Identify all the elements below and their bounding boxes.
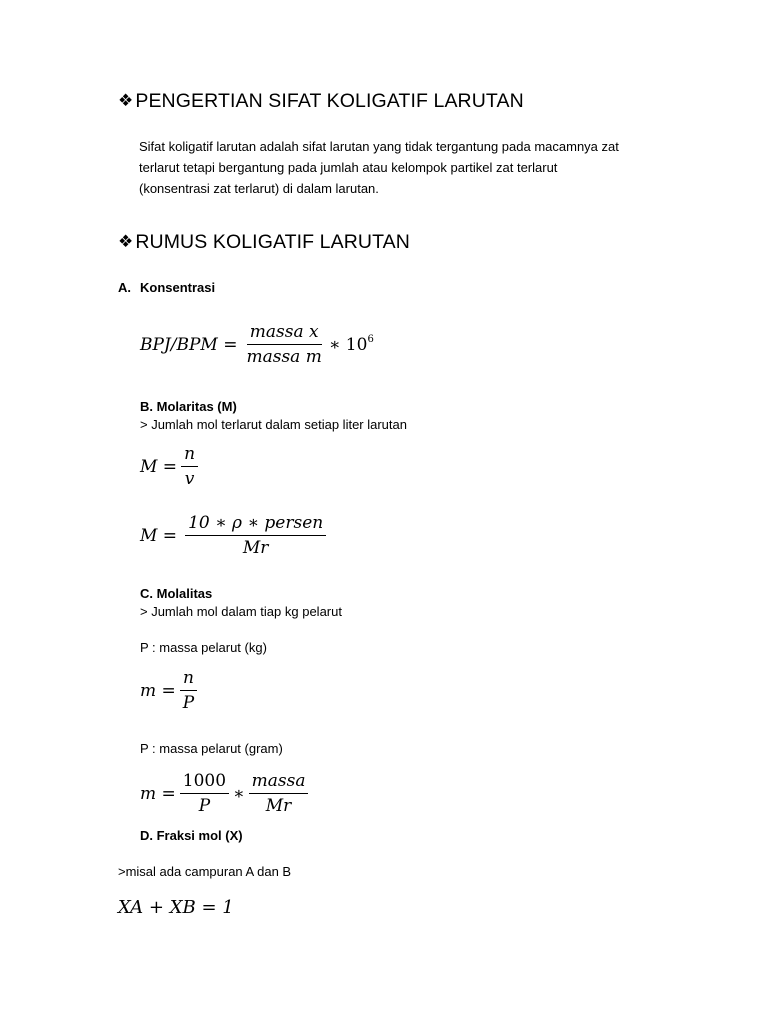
formula-molaritas-1 — [140, 444, 202, 489]
subheading-konsentrasi — [118, 280, 215, 295]
fraction — [249, 771, 309, 816]
denominator: v — [184, 469, 195, 489]
subheading-fraksi-mol: D. Fraksi mol (X) — [140, 828, 243, 843]
fraction — [181, 444, 198, 489]
list-letter: A. — [118, 280, 131, 295]
diamond-bullet-icon: ❖ — [118, 91, 134, 110]
subheading-text: Konsentrasi — [140, 280, 216, 295]
denominator: massa m — [246, 347, 322, 367]
subheading-molalitas: C. Molalitas — [140, 586, 213, 601]
definition-line: terlarut tetapi bergantung pada jumlah atau kelompok partikel zat terlarut — [139, 160, 558, 175]
numerator: 1000 — [180, 771, 229, 794]
fraction — [185, 513, 326, 558]
definition-paragraph — [139, 136, 619, 199]
formula-lhs: M = — [140, 525, 178, 546]
diamond-bullet-icon: ❖ — [118, 232, 134, 251]
formula-lhs: BPJ/BPM = — [140, 334, 238, 355]
numerator: 10 ∗ ρ ∗ persen — [185, 513, 326, 536]
subheading-molaritas: B. Molaritas (M) — [140, 399, 237, 414]
exponent: 6 — [367, 334, 374, 345]
denominator: P — [182, 693, 195, 713]
numerator: massa — [249, 771, 309, 794]
section-heading-pengertian — [118, 90, 524, 113]
denominator: Mr — [265, 796, 292, 816]
denominator: Mr — [242, 538, 269, 558]
molalitas-description: > Jumlah mol dalam tiap kg pelarut — [140, 604, 342, 619]
formula-lhs: m = — [140, 783, 176, 804]
formula-molaritas-2 — [140, 513, 330, 558]
definition-line: Sifat koligatif larutan adalah sifat larutan yang tidak tergantung pada macamnya zat — [139, 139, 619, 154]
formula-lhs: M = — [140, 456, 178, 477]
fraction — [243, 322, 324, 367]
section-title: RUMUS KOLIGATIF LARUTAN — [135, 231, 410, 253]
pelarut-kg-note: P : massa pelarut (kg) — [140, 640, 267, 655]
molaritas-description: > Jumlah mol terlarut dalam setiap liter larutan — [140, 417, 407, 432]
fraction — [180, 668, 197, 713]
numerator: massa x — [247, 322, 322, 345]
fraction — [180, 771, 229, 816]
numerator: n — [181, 444, 198, 467]
formula-fraksi-mol: XA + XB = 1 — [118, 897, 234, 918]
operator: ∗ — [233, 783, 245, 804]
formula-lhs: m = — [140, 680, 176, 701]
formula-bpj — [140, 322, 374, 367]
pelarut-gram-note: P : massa pelarut (gram) — [140, 741, 283, 756]
definition-line: (konsentrasi zat terlarut) di dalam larutan. — [139, 181, 379, 196]
section-heading-rumus — [118, 231, 410, 254]
denominator: P — [198, 796, 211, 816]
formula-tail: ∗ $10^6$ — [328, 334, 374, 355]
fraksi-description: >misal ada campuran A dan B — [118, 864, 292, 879]
section-title: PENGERTIAN SIFAT KOLIGATIF LARUTAN — [135, 90, 524, 112]
numerator: n — [180, 668, 197, 691]
formula-molalitas-2 — [140, 771, 312, 816]
formula-molalitas-1 — [140, 668, 201, 713]
